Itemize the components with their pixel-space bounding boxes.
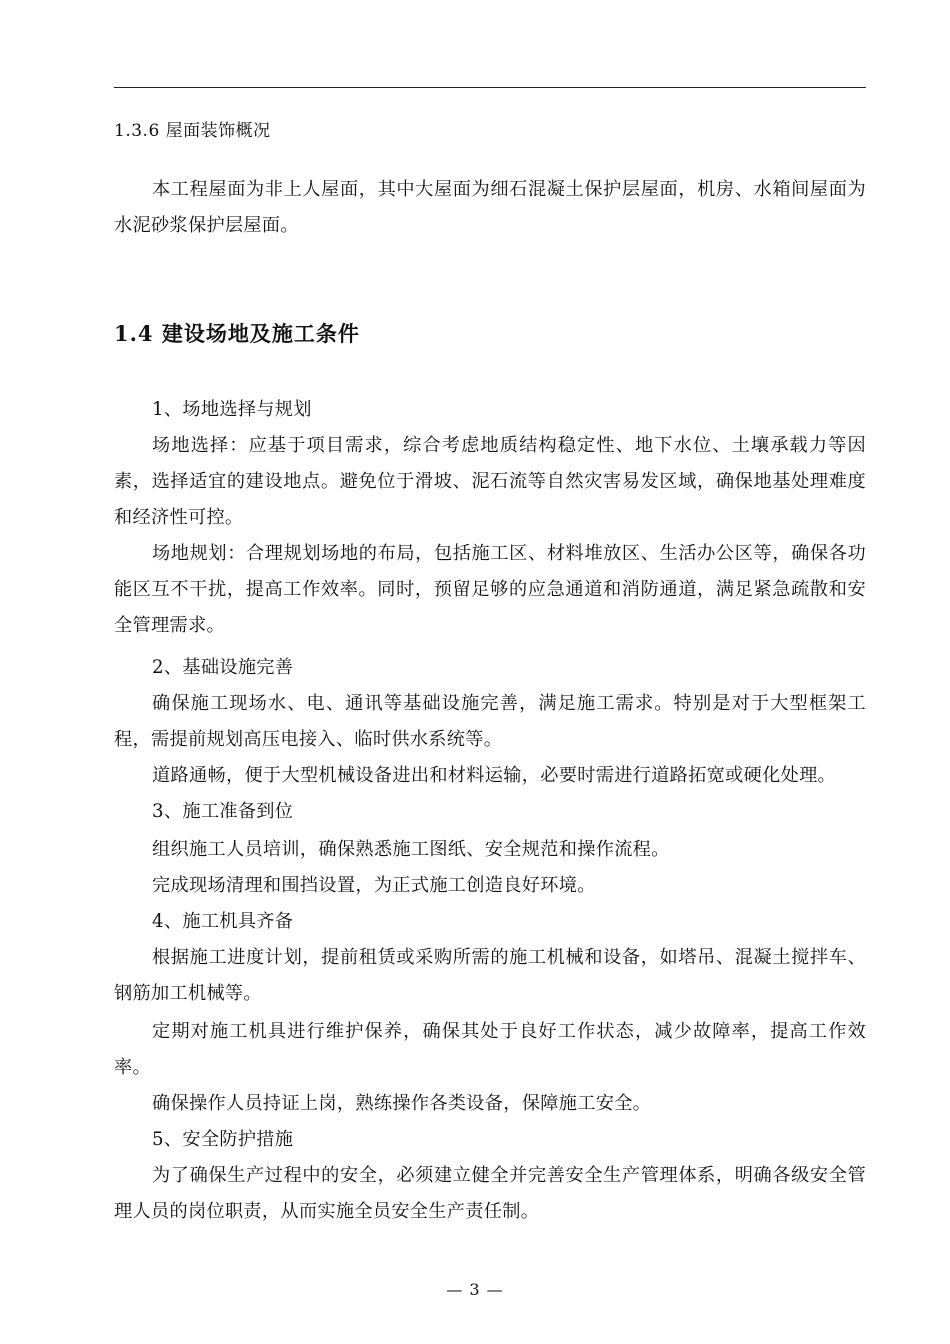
paragraph-equipment-procurement: 根据施工进度计划，提前租赁或采购所需的施工机械和设备，如塔吊、混凝土搅拌车、钢筋加工机械等。 (114, 947, 866, 1004)
paragraph-operators: 确保操作人员持证上岗，熟练操作各类设备，保障施工安全。 (152, 1093, 652, 1114)
list-heading-infrastructure: 2、基础设施完善 (152, 657, 294, 678)
list-heading-equipment: 4、施工机具齐备 (152, 911, 294, 932)
section-heading: 1.4 建设场地及施工条件 (114, 321, 360, 346)
list-heading-safety: 5、安全防护措施 (152, 1129, 294, 1150)
paragraph-utilities: 确保施工现场水、电、通讯等基础设施完善，满足施工需求。特别是对于大型框架工程，需提前规划高压电接入、临时供水系统等。 (114, 693, 866, 750)
subsection-heading: 1.3.6 屋面装饰概况 (114, 121, 271, 141)
paragraph-roads: 道路通畅，便于大型机械设备进出和材料运输，必要时需进行道路拓宽或硬化处理。 (152, 765, 837, 786)
paragraph-site-clearing: 完成现场清理和围挡设置，为正式施工创造良好环境。 (152, 875, 596, 896)
paragraph-maintenance: 定期对施工机具进行维护保养，确保其处于良好工作状态，减少故障率，提高工作效率。 (114, 1021, 866, 1078)
list-heading-site: 1、场地选择与规划 (152, 399, 312, 420)
paragraph-site-selection: 场地选择：应基于项目需求，综合考虑地质结构稳定性、地下水位、土壤承载力等因素，选择适宜的建设地点。避免位于滑坡、泥石流等自然灾害易发区域，确保地基处理难度和经济性可控。 (114, 435, 866, 528)
page-number: — 3 — (446, 1280, 504, 1299)
paragraph-training: 组织施工人员培训，确保熟悉施工图纸、安全规范和操作流程。 (152, 839, 670, 860)
paragraph-site-planning: 场地规划：合理规划场地的布局，包括施工区、材料堆放区、生活办公区等，确保各功能区互不干扰，提高工作效率。同时，预留足够的应急通道和消防通道，满足紧急疏散和安全管理需求。 (114, 543, 866, 636)
list-heading-preparation: 3、施工准备到位 (152, 801, 294, 822)
paragraph-roof: 本工程屋面为非上人屋面，其中大屋面为细石混凝土保护层屋面，机房、水箱间屋面为水泥砂浆保护层屋面。 (114, 179, 866, 236)
header-rule (114, 87, 866, 88)
paragraph-safety-system: 为了确保生产过程中的安全，必须建立健全并完善安全生产管理体系，明确各级安全管理人员的岗位职责，从而实施全员安全生产责任制。 (114, 1165, 866, 1222)
